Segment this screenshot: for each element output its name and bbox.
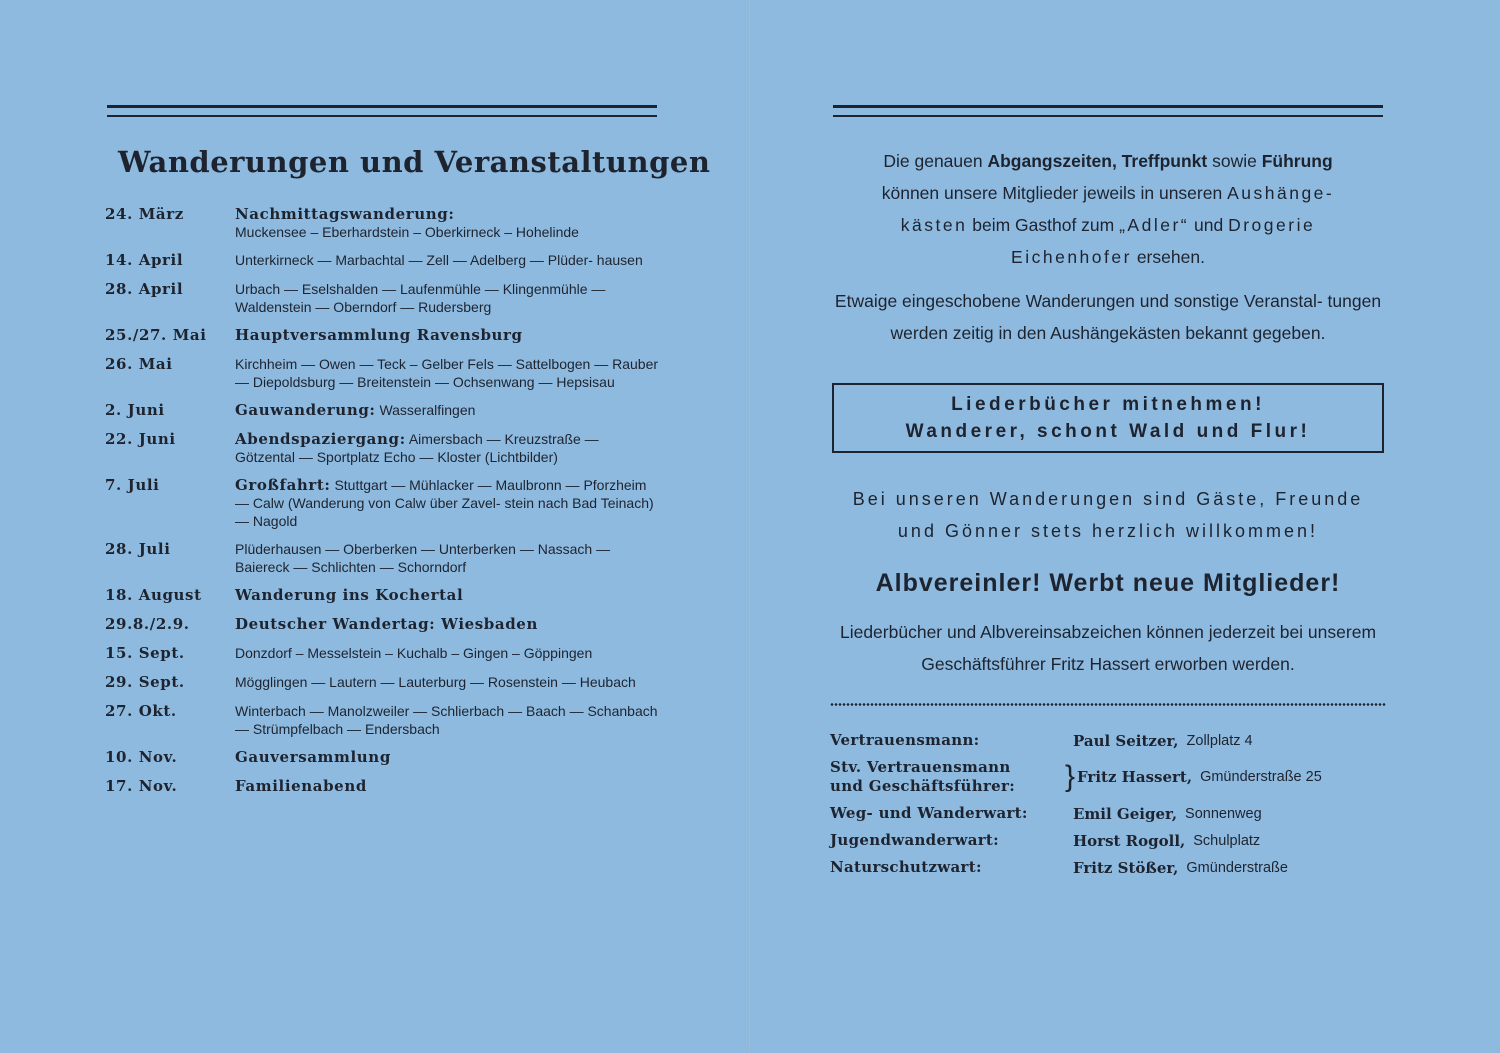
schedule-row	[105, 476, 665, 530]
contact-row	[830, 831, 1386, 850]
event-date: 10. Nov.	[105, 748, 178, 766]
event-description	[235, 777, 660, 796]
event-description	[235, 401, 660, 420]
event-description	[235, 644, 660, 663]
contact-role-line: Stv. Vertrauensmann	[830, 758, 1011, 776]
reminder-line: Liederbücher mitnehmen!	[951, 394, 1265, 415]
contact-row	[830, 858, 1386, 877]
event-schedule	[105, 205, 665, 806]
welcome-message	[830, 483, 1386, 547]
event-date: 2. Juni	[105, 401, 165, 419]
schedule-row	[105, 748, 665, 767]
text-fragment-spaced: kästen	[900, 215, 968, 235]
schedule-row	[105, 251, 665, 270]
event-route: Mögglingen — Lautern — Lauterburg — Rosenstein — Heubach	[235, 674, 636, 690]
event-date: 24. März	[105, 205, 184, 223]
event-date: 25./27. Mai	[105, 326, 207, 344]
welcome-line: Bei unseren Wanderungen sind Gäste, Freunde	[852, 489, 1364, 509]
contact-role: Vertrauensmann:	[830, 731, 980, 749]
event-description	[235, 326, 660, 345]
event-description	[235, 251, 660, 270]
event-date: 15. Sept.	[105, 644, 185, 662]
event-route: Donzdorf – Messelstein – Kuchalb – Gingen – Göppingen	[235, 645, 593, 661]
meeting-info-paragraph	[830, 145, 1386, 273]
contact-address: Zollplatz 4	[1186, 732, 1253, 749]
schedule-row	[105, 205, 665, 241]
event-description	[235, 280, 660, 316]
event-route: Wasseralfingen	[379, 402, 476, 418]
contact-name: Horst Rogoll,	[1073, 831, 1186, 850]
contact-role	[830, 758, 1076, 796]
info-column	[830, 145, 1386, 885]
event-date: 28. April	[105, 280, 184, 298]
event-date: 29. Sept.	[105, 673, 185, 691]
reminder-line: Wanderer, schont Wald und Flur!	[905, 421, 1311, 442]
top-double-rule	[833, 105, 1383, 117]
schedule-row	[105, 280, 665, 316]
text-fragment-spaced: Eichenhofer	[1011, 247, 1132, 267]
reminder-box	[832, 383, 1384, 453]
contact-row	[830, 731, 1386, 750]
recruitment-slogan: Albvereinler! Werbt neue Mitglieder!	[875, 569, 1341, 597]
event-description	[235, 586, 660, 605]
event-title: Deutscher Wandertag: Wiesbaden	[235, 615, 538, 633]
event-route: Plüderhausen — Oberberken — Unterberken — Nassach — Baiereck — Schlichten — Schorndorf	[235, 541, 611, 575]
schedule-row	[105, 401, 665, 420]
text-fragment-spaced: Drogerie	[1228, 215, 1316, 235]
event-route: Winterbach — Manolzweiler — Schlierbach — Baach — Schanbach — Strümpfelbach — Endersbach	[235, 703, 658, 737]
text-fragment: können unsere Mitglieder jeweils in unseren	[881, 183, 1223, 203]
event-title: Abendspaziergang:	[235, 430, 406, 448]
text-fragment: ersehen.	[1136, 247, 1205, 267]
event-route: Urbach — Eselshalden — Laufenmühle — Klingenmühle — Waldenstein — Oberndorf — Rudersberg	[235, 281, 606, 315]
event-description	[235, 540, 660, 576]
event-date: 14. April	[105, 251, 184, 269]
event-description	[235, 702, 660, 738]
event-date: 22. Juni	[105, 430, 176, 448]
page-title: Wanderungen und Veranstaltungen	[118, 145, 711, 179]
event-description	[235, 476, 660, 530]
text-fragment-bold: Abgangszeiten, Treffpunkt	[987, 151, 1208, 171]
schedule-row	[105, 355, 665, 391]
schedule-row	[105, 702, 665, 738]
contact-address: Schulplatz	[1193, 832, 1261, 849]
schedule-row	[105, 430, 665, 466]
event-description	[235, 430, 660, 466]
event-date: 29.8./2.9.	[105, 615, 190, 633]
event-description	[235, 355, 660, 391]
text-fragment-spaced: „Adler“	[1119, 215, 1190, 235]
event-description	[235, 673, 660, 692]
contact-address: Sonnenweg	[1185, 805, 1262, 822]
contact-name: Emil Geiger,	[1073, 804, 1178, 823]
event-description	[235, 205, 660, 241]
event-title: Gauversammlung	[235, 748, 391, 766]
event-date: 18. August	[105, 586, 202, 604]
contact-row	[830, 804, 1386, 823]
event-title: Nachmittagswanderung:	[235, 205, 455, 223]
text-fragment: und	[1194, 215, 1224, 235]
top-double-rule	[107, 105, 657, 117]
info-paragraph: Liederbücher und Albvereinsabzeichen können jederzeit bei unserem Geschäftsführer Fritz Hassert erworben werden.	[839, 622, 1377, 674]
dotted-divider	[830, 702, 1386, 707]
event-title: Gauwanderung:	[235, 401, 376, 419]
welcome-line: und Gönner stets herzlich willkommen!	[897, 521, 1319, 541]
event-date: 28. Juli	[105, 540, 171, 558]
event-route: Muckensee – Eberhardstein – Oberkirneck – Hohelinde	[235, 224, 579, 240]
contact-address: Gmünderstraße	[1186, 859, 1288, 876]
text-fragment: Die genauen	[883, 151, 988, 171]
contact-role: Naturschutzwart:	[830, 858, 982, 876]
contact-name: Paul Seitzer,	[1073, 731, 1179, 750]
event-title: Familienabend	[235, 777, 367, 795]
event-date: 27. Okt.	[105, 702, 177, 720]
contacts-list	[830, 731, 1386, 877]
contact-row	[830, 758, 1386, 796]
event-title: Hauptversammlung Ravensburg	[235, 326, 523, 344]
contact-address: Gmünderstraße 25	[1200, 769, 1322, 785]
event-description	[235, 615, 660, 634]
event-date: 7. Juli	[105, 476, 160, 494]
schedule-row	[105, 326, 665, 345]
text-fragment: sowie	[1207, 151, 1262, 171]
text-fragment: beim Gasthof zum	[972, 215, 1115, 235]
brace-icon: }	[1065, 760, 1076, 793]
schedule-row	[105, 673, 665, 692]
schedule-row	[105, 586, 665, 605]
event-title: Großfahrt:	[235, 476, 331, 494]
schedule-row	[105, 540, 665, 576]
text-fragment-bold: Führung	[1261, 151, 1333, 171]
event-route: Stuttgart — Mühlacker — Maulbronn — Pforzheim — Calw (Wanderung von Calw über Zavel- stein nach Bad Teinach) — Nagold	[235, 477, 654, 529]
schedule-row	[105, 615, 665, 634]
schedule-row	[105, 644, 665, 663]
contact-role: Weg- und Wanderwart:	[830, 804, 1028, 822]
right-page	[750, 0, 1500, 1053]
event-route: Aimersbach — Kreuzstraße — Götzental — Sportplatz Echo — Kloster (Lichtbilder)	[235, 431, 599, 465]
event-date: 17. Nov.	[105, 777, 178, 795]
event-description	[235, 748, 660, 767]
event-date: 26. Mai	[105, 355, 173, 373]
contact-role: Jugendwanderwart:	[830, 831, 1000, 849]
event-route: Kirchheim — Owen — Teck – Gelber Fels — Sattelbogen — Rauber — Diepoldsburg — Breitenstein — Ochsenwang — Hepsisau	[235, 356, 659, 390]
event-route: Unterkirneck — Marbachtal — Zell — Adelberg — Plüder- hausen	[235, 252, 643, 268]
contact-role-line: und Geschäftsführer:	[830, 777, 1016, 795]
schedule-row	[105, 777, 665, 796]
contact-name: Fritz Hassert,	[1077, 768, 1193, 786]
event-title: Wanderung ins Kochertal	[235, 586, 464, 604]
contact-name: Fritz Stößer,	[1073, 858, 1179, 877]
notice-paragraph: Etwaige eingeschobene Wanderungen und sonstige Veranstal- tungen werden zeitig in den Aushängekästen bekannt gegeben.	[834, 291, 1382, 343]
text-fragment-spaced: Aushänge-	[1227, 183, 1335, 203]
